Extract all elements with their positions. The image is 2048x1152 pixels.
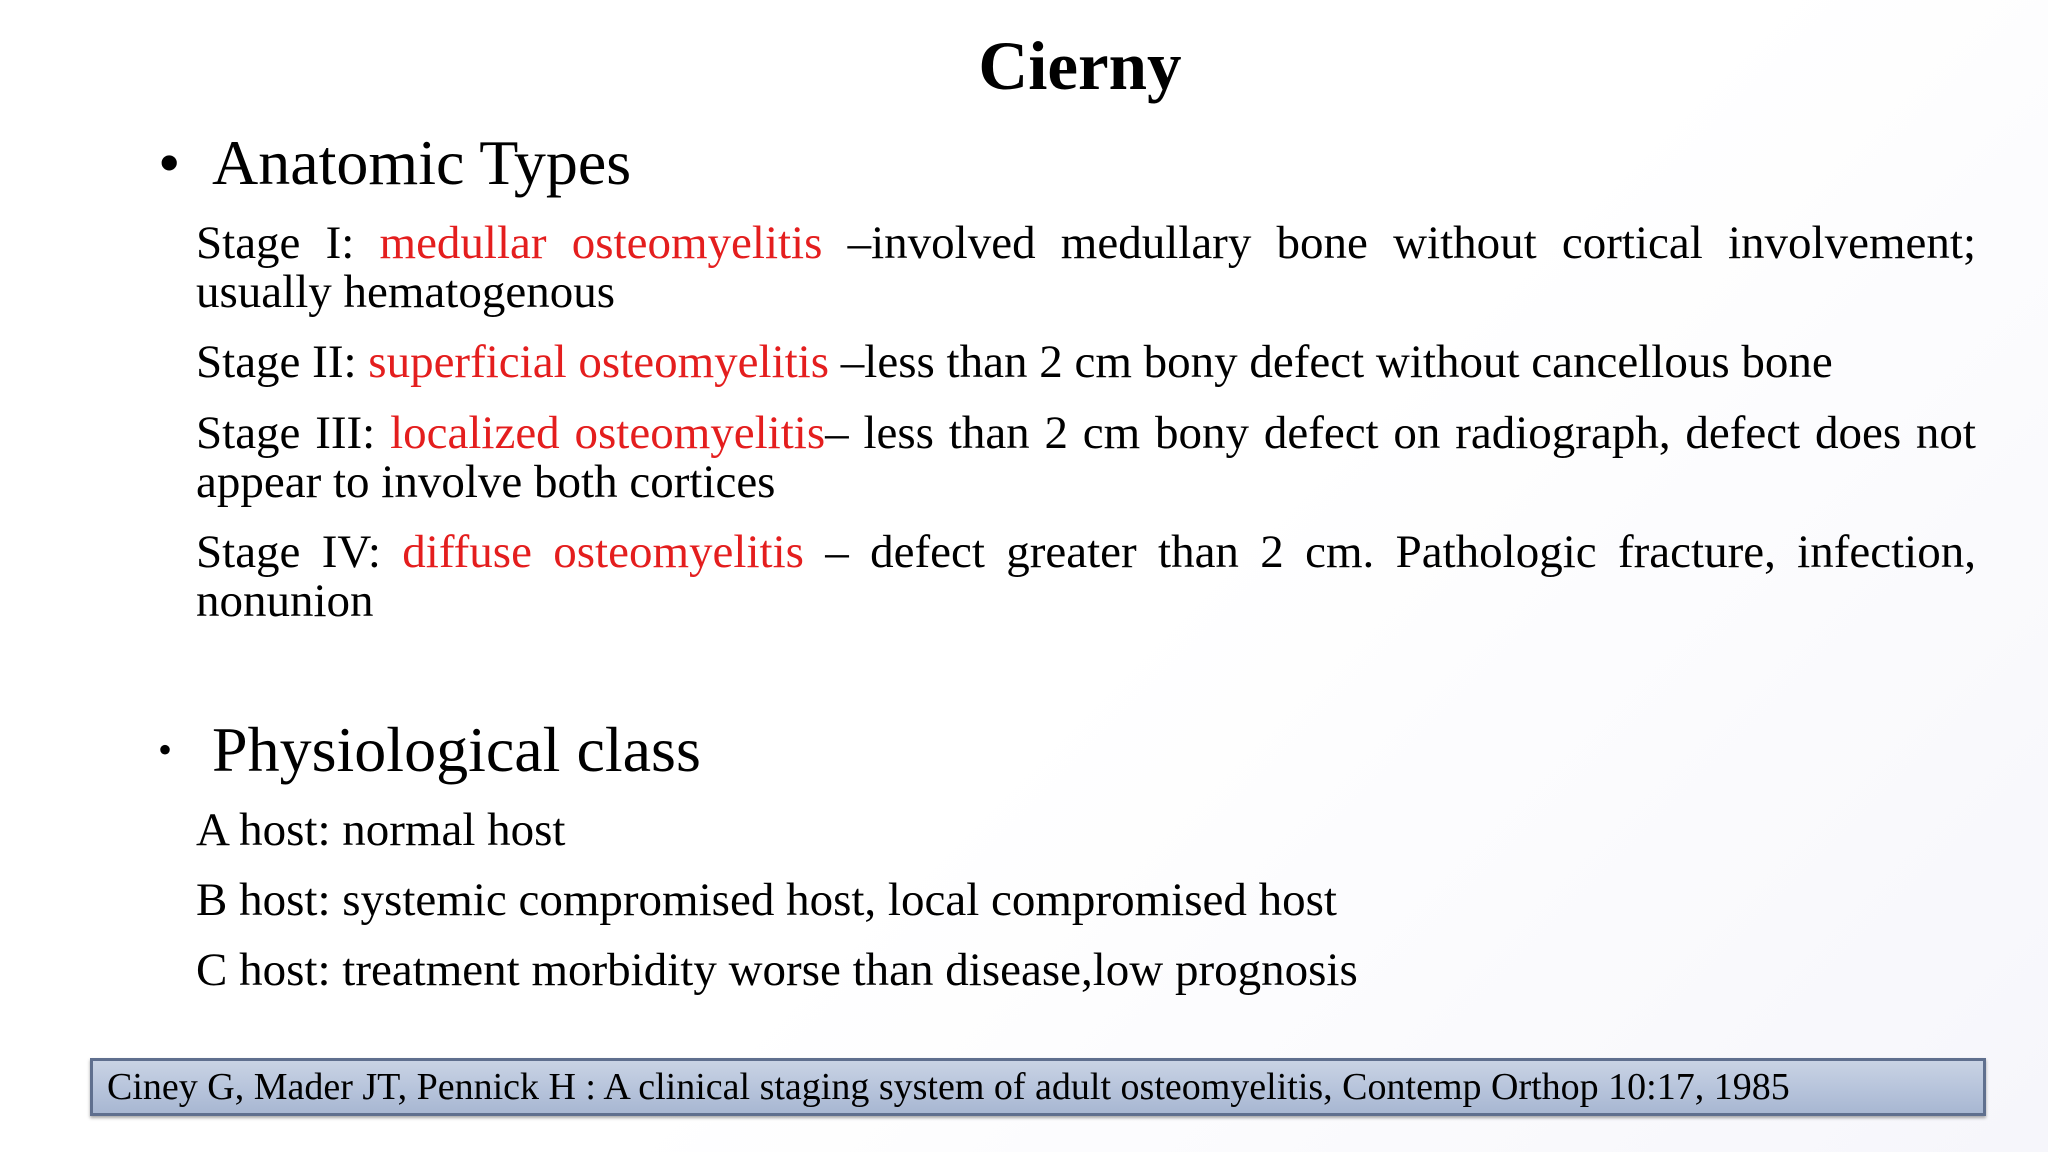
host-class-b: B host: systemic compromised host, local compromised host (196, 874, 1337, 926)
bullet-icon: • (158, 727, 173, 772)
stage-1-highlight: medullar osteomyelitis (379, 217, 823, 269)
citation-box (90, 1058, 1986, 1116)
stage-2-item (196, 338, 1976, 387)
host-class-c: C host: treatment morbidity worse than disease,low prognosis (196, 944, 1358, 996)
stage-3-highlight: localized osteomyelitis (390, 407, 826, 459)
citation-text: Ciney G, Mader JT, Pennick H : A clinical staging system of adult osteomyelitis, Contemp Orthop 10:17, 1985 (107, 1066, 1790, 1108)
stage-1-description: –involved medullary bone without cortical involvement; usually hematogenous (196, 217, 1976, 318)
stage-4-item (196, 528, 1976, 626)
anatomic-types-heading (158, 125, 631, 201)
stage-4-label: Stage IV: (196, 526, 403, 578)
stage-1-label: Stage I: (196, 217, 380, 269)
stage-1-item (196, 219, 1976, 317)
stage-3-item (196, 409, 1976, 507)
stage-2-label: Stage II: (196, 336, 369, 388)
physiological-class-heading (158, 712, 701, 788)
stage-2-highlight: superficial osteomyelitis (368, 336, 830, 388)
physiological-class-heading-text: Physiological class (212, 714, 701, 785)
anatomic-types-heading-text: Anatomic Types (212, 127, 632, 198)
stage-4-description: – defect greater than 2 cm. Pathologic fracture, infection, nonunion (196, 526, 1976, 627)
slide-title: Cierny (978, 28, 1182, 104)
stage-4-highlight: diffuse osteomyelitis (402, 526, 804, 578)
stage-3-description: – less than 2 cm bony defect on radiograph, defect does not appear to involve both cortices (196, 407, 1976, 508)
bullet-icon: • (158, 127, 181, 198)
host-class-a: A host: normal host (196, 804, 566, 856)
stage-2-description: –less than 2 cm bony defect without cancellous bone (829, 336, 1833, 388)
stage-3-label: Stage III: (196, 407, 391, 459)
